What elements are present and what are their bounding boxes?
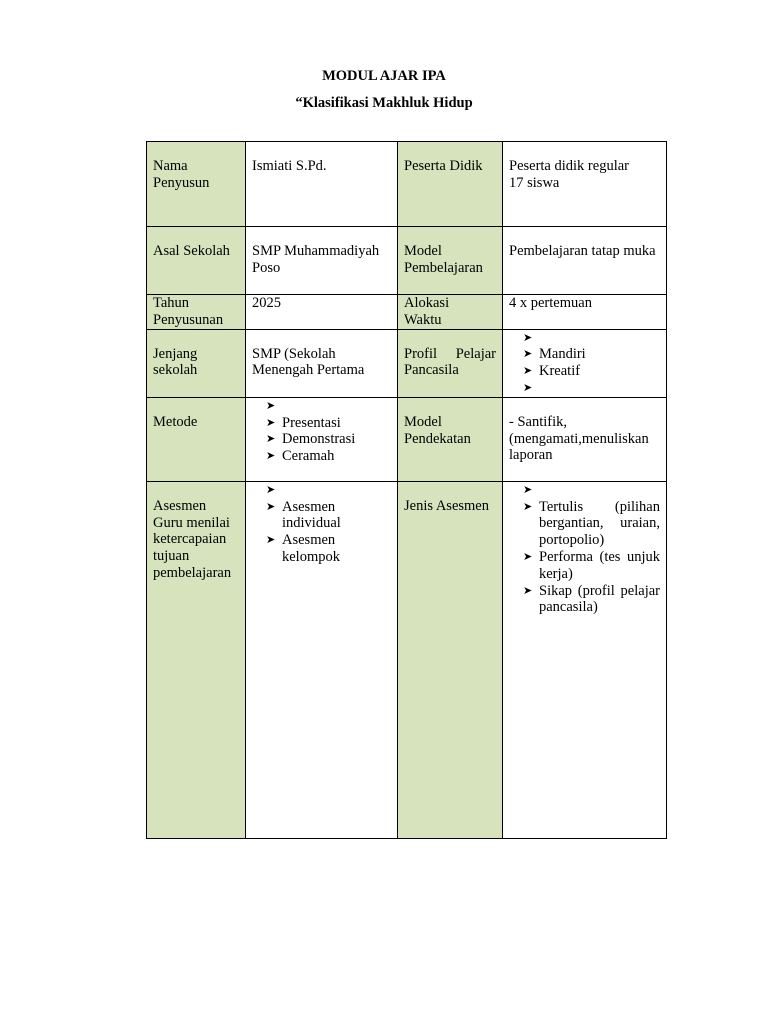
list-item [522,380,660,397]
arrowhead-bullet-icon: ➤ [266,432,276,446]
arrowhead-bullet-icon: ➤ [266,415,276,429]
label-peserta-didik-text: Peserta Didik [404,158,483,174]
label-nama-penyusun-text: Nama Penyusun [153,158,210,191]
list-item-text: Asesmen kelompok [282,532,340,565]
module-info-table [146,141,667,839]
arrowhead-bullet-icon: ➤ [523,347,533,361]
profil-list [522,330,660,397]
label-alokasi-waktu [398,295,503,330]
value-tahun-penyusunan-text: 2025 [252,295,281,311]
label-metode-text: Metode [153,413,198,430]
arrowhead-bullet-icon: ➤ [266,398,276,412]
value-peserta-didik-line-2: 17 siswa [509,174,560,191]
label-model-pembelajaran [398,227,503,295]
value-model-pendekatan-text: - Santifik, (mengamati,menuliskan laporan [509,413,649,464]
label-peserta-didik [398,142,503,227]
table-row [147,295,667,330]
list-item [522,499,660,549]
value-model-pembelajaran-text: Pembelajaran tatap muka [509,243,656,259]
list-item [522,482,660,499]
list-item [265,415,391,432]
label-asal-sekolah [147,227,246,295]
value-jenjang-sekolah-text: SMP (Sekolah Menengah Pertama [252,345,365,379]
arrowhead-bullet-icon: ➤ [523,583,533,597]
label-alokasi-waktu-text: Alokasi Waktu [404,295,450,328]
value-alokasi-waktu-text: 4 x pertemuan [509,295,592,311]
arrowhead-bullet-icon: ➤ [266,533,276,547]
arrowhead-bullet-icon: ➤ [523,364,533,378]
list-item [265,532,345,566]
value-metode [246,397,398,481]
arrowhead-bullet-icon: ➤ [523,499,533,513]
arrowhead-bullet-icon: ➤ [266,449,276,463]
list-item [265,482,345,499]
arrowhead-bullet-icon: ➤ [266,482,276,496]
list-item-text: Sikap (profil pelajar pancasila) [539,582,660,616]
page-subtitle: “Klasifikasi Makhluk Hidup [295,95,473,111]
value-asesmen [246,481,398,838]
value-asal-sekolah-text: SMP Muhammadiyah Poso [252,243,380,276]
table-row [147,227,667,295]
list-item [265,499,345,533]
label-tahun-penyusunan [147,295,246,330]
value-jenjang-sekolah [246,329,398,397]
list-item [265,448,391,465]
list-item [522,583,660,617]
arrowhead-bullet-icon: ➤ [523,330,533,344]
value-model-pembelajaran [503,227,667,295]
value-jenis-asesmen [503,481,667,838]
table-row [147,397,667,481]
list-item-text: Mandiri [539,346,586,363]
table-row [147,329,667,397]
table-row [147,142,667,227]
table-row [147,481,667,838]
label-jenjang-sekolah [147,329,246,397]
label-model-pendekatan [398,397,503,481]
list-item-text: Performa (tes unjuk kerja) [539,548,660,582]
label-jenjang-sekolah-text: Jenjang sekolah [153,345,198,379]
value-tahun-penyusunan [246,295,398,330]
arrowhead-bullet-icon: ➤ [523,482,533,496]
value-peserta-didik [503,142,667,227]
list-item [522,363,660,380]
value-model-pendekatan [503,397,667,481]
label-profil-pelajar-pancasila-text: Profil Pelajar Pancasila [404,345,496,379]
list-item [265,398,391,415]
jenis-asesmen-list [522,482,660,616]
value-nama-penyusun-text: Ismiati S.Pd. [252,158,327,174]
label-jenis-asesmen-text: Jenis Asesmen [404,497,489,514]
list-item [265,431,391,448]
label-asal-sekolah-text: Asal Sekolah [153,243,230,259]
label-metode [147,397,246,481]
value-nama-penyusun [246,142,398,227]
list-item [522,549,660,583]
list-item-text: Asesmen individual [282,498,341,532]
label-tahun-penyusunan-text: Tahun Penyusunan [153,295,224,328]
list-item [522,330,660,347]
label-profil-pelajar-pancasila [398,329,503,397]
value-asal-sekolah [246,227,398,295]
list-item-text: Presentasi [282,414,341,431]
label-model-pembelajaran-text: Model Pembelajaran [404,243,483,276]
metode-list [265,398,391,465]
arrowhead-bullet-icon: ➤ [266,499,276,513]
label-asesmen-text: Asesmen Guru menilai ketercapaian tujuan pembelajaran [153,497,232,581]
asesmen-list [265,482,345,566]
value-peserta-didik-line-1: Peserta didik regular [509,158,629,174]
label-model-pendekatan-text: Model Pendekatan [404,413,471,447]
value-profil-pelajar-pancasila [503,329,667,397]
list-item-text: Ceramah [282,448,335,465]
list-item [522,346,660,363]
value-alokasi-waktu [503,295,667,330]
list-item-text: Demonstrasi [282,431,356,448]
arrowhead-bullet-icon: ➤ [523,549,533,563]
list-item-text: Kreatif [539,363,581,380]
arrowhead-bullet-icon: ➤ [523,380,533,394]
list-item-text: Tertulis (pilihan bergantian, uraian, portopolio) [539,498,660,549]
label-asesmen [147,481,246,838]
label-jenis-asesmen [398,481,503,838]
label-nama-penyusun [147,142,246,227]
page-title: MODUL AJAR IPA [322,68,446,84]
